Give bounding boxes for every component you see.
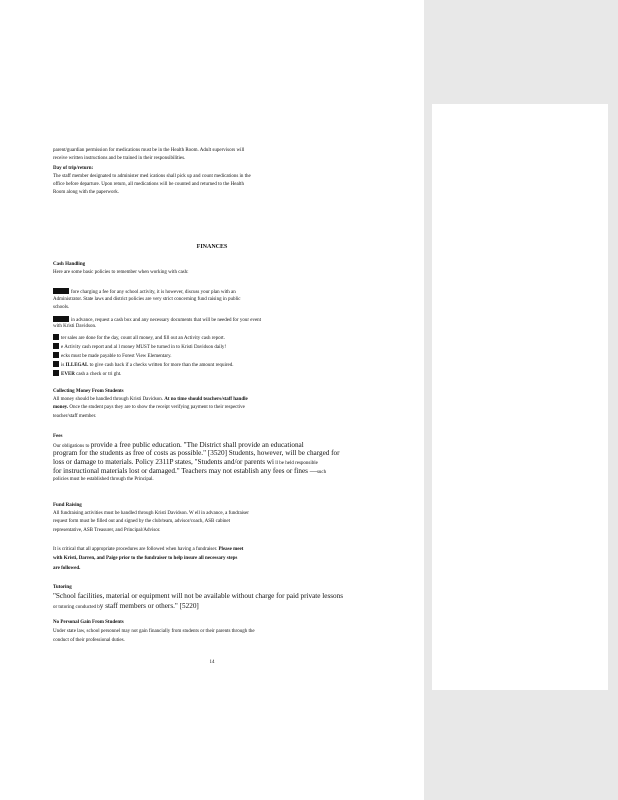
text-run: ll be held responsible xyxy=(274,461,318,466)
redaction-block xyxy=(53,316,69,322)
para-line: The staff member designated to administer med ications shall pick up and count medications in the xyxy=(53,174,251,179)
text-run-large: provide a free public education. "The District shall provide an educational xyxy=(90,441,304,449)
text-run-bold: Please meet xyxy=(218,547,244,552)
text-run-large: for instructional materials lost or damaged." Teachers may not establish any fees or fines xyxy=(53,467,308,475)
bullet-text: ecks must be made payable to Forest View Elementary. xyxy=(61,354,172,359)
text-run: Once the student pays they are to show the receipt verifying payment to their respective xyxy=(68,405,245,410)
text-run-bold: money. xyxy=(53,405,69,410)
para-line xyxy=(53,405,405,411)
redaction-block xyxy=(53,288,69,294)
text-run: All money should be handled through Kristi Davidson. xyxy=(53,397,165,402)
bullet-text: ter sales are done for the day, count all money, and fill out an Activity cash report. xyxy=(61,336,225,341)
bullet-line: Administrator. State laws and district policies are very strict concerning fund raising in public xyxy=(53,297,241,302)
collecting-money-heading: Collecting Money From Students xyxy=(53,389,124,394)
redaction-block xyxy=(53,352,59,358)
text-run: It is critical that all appropriate procedures are followed when having a fundraiser. xyxy=(53,547,219,552)
comment-margin-pane xyxy=(424,0,618,800)
para-line: with Kristi, Darren, and Paige prior to the fundraiser to help insure all necessary steps xyxy=(53,556,238,561)
text-run: Our obligations to xyxy=(53,444,91,449)
para-line xyxy=(53,467,405,476)
bullet-text: fore charging a fee for any school activity, it is however, discuss your plan with an xyxy=(71,290,236,295)
para-line xyxy=(53,458,405,467)
redaction-block xyxy=(53,343,59,349)
day-trip-heading: Day of trip/return: xyxy=(53,166,94,171)
redaction-block xyxy=(53,361,59,367)
bullet-line xyxy=(53,352,405,360)
finances-title: FINANCES xyxy=(196,244,228,250)
para-line: office before departure. Upon return, all medications will be counted and returned to the Health xyxy=(53,182,244,187)
para-line: All fundraising activities must be handled through Kristi Davidson. W ell in advance, a fundraiser xyxy=(53,511,249,516)
para-line: policies must be established through the Principal. xyxy=(53,477,154,482)
tutoring-heading: Tutoring xyxy=(53,585,72,590)
para-line xyxy=(53,547,405,553)
para-line: parent/guardian permission for medications must be in the Health Room. Adult supervisors will xyxy=(53,148,245,153)
text-run-bold: At no time should teachers/staff handle xyxy=(164,397,248,402)
para-line: teacher/staff member. xyxy=(53,414,97,419)
fund-raising-heading: Fund Raising xyxy=(53,503,82,508)
para-line: representative, ASB Treasurer, and Principal/Advisor. xyxy=(53,528,161,533)
text-run-large: y staff members or others." [5220] xyxy=(99,602,199,610)
bullet-text: cash a check or tri ght. xyxy=(74,372,122,377)
text-run-large: — xyxy=(307,467,317,475)
bullet-text: to give cash back if a checks written for more than the amount required. xyxy=(88,363,234,368)
bullet-line xyxy=(53,288,405,296)
para-line xyxy=(53,602,405,611)
text-run: or tutoring conducted b xyxy=(53,605,100,610)
fees-heading: Fees xyxy=(53,434,63,439)
bullet-line xyxy=(53,334,405,342)
bullet-line xyxy=(53,343,405,351)
para-line: request form must be filled out and signed by the club/team, advisor/coach, ASB cabinet xyxy=(53,519,231,524)
para-line: Room along with the paperwork. xyxy=(53,190,119,195)
bullet-line xyxy=(53,370,405,378)
cash-intro: Here are some basic policies to remember when working with cash: xyxy=(53,270,189,275)
bullet-line: schools. xyxy=(53,305,70,310)
text-run: such xyxy=(316,470,327,475)
para-line: Under state law, school personnel may not gain financially from students or their parents through the xyxy=(53,629,255,634)
para-line: receive written instructions and be trained in their responsibilities. xyxy=(53,156,186,161)
redaction-block xyxy=(53,370,59,376)
illegal-emphasis: ILLEGAL xyxy=(65,363,89,368)
redaction-block xyxy=(53,334,59,340)
bullet-text: in advance, request a cash box and any necessary documents that will be needed for your event xyxy=(71,318,262,323)
bullet-line: with Kristi Davidson. xyxy=(53,324,97,329)
para-line: conduct of their professional duties. xyxy=(53,638,125,643)
page-number: 14 xyxy=(209,660,215,665)
no-personal-gain-heading: No Personal Gain From Students xyxy=(53,620,124,625)
bullet-text: e Activity cash report and al l money MUST be turned in to Kristi Davidson daily! xyxy=(61,345,227,350)
para-line: "School facilities, material or equipment will not be available without charge for paid private lessons xyxy=(53,592,344,600)
para-line: are followed. xyxy=(53,566,81,571)
comment-balloon[interactable] xyxy=(432,104,608,690)
bullet-line xyxy=(53,361,405,369)
para-line xyxy=(53,397,405,403)
cash-handling-heading: Cash Handling xyxy=(53,262,86,267)
text-run-large: loss or damage to materials. Policy 2311P states, "Students and/or parents wi xyxy=(53,458,274,466)
para-line: program for the students as free of costs as possible." [3520] Students, however, will be charged for xyxy=(53,449,340,457)
bullet-text: is xyxy=(61,363,66,368)
never-emphasis: EVER xyxy=(61,372,75,377)
